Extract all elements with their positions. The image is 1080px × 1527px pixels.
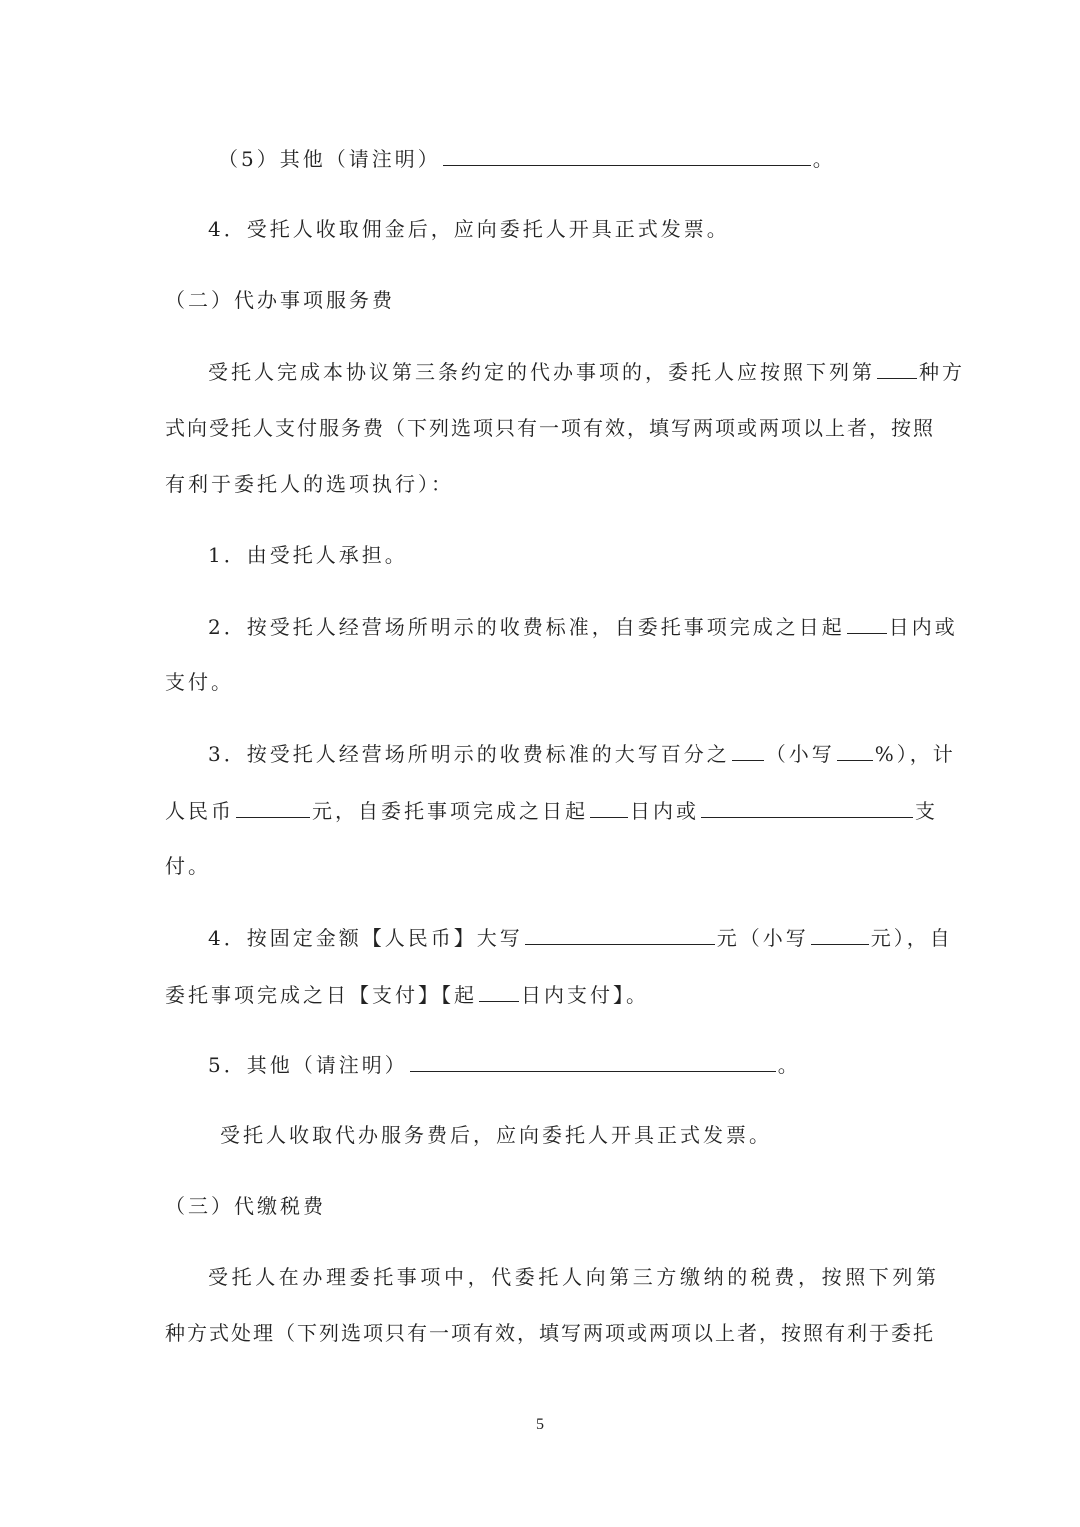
fill-blank[interactable] xyxy=(590,795,628,818)
fill-blank[interactable] xyxy=(525,922,715,945)
option-4-line-1: 4．按固定金额【人民币】大写 元（小写 元），自 xyxy=(208,922,953,953)
fill-blank[interactable] xyxy=(811,922,869,945)
other-commission-line: （5）其他（请注明） 。 xyxy=(218,143,836,174)
option-4-line-2: 委托事项完成之日【支付】【起 日内支付】。 xyxy=(165,979,649,1010)
invoice-service-fee-line: 受托人收取代办服务费后，应向委托人开具正式发票。 xyxy=(220,1123,772,1147)
taxes-paragraph-line-1: 受托人在办理委托事项中，代委托人向第三方缴纳的税费，按照下列第 xyxy=(208,1265,940,1289)
invoice-commission-line: 4．受托人收取佣金后，应向委托人开具正式发票。 xyxy=(208,217,730,241)
option-3-line-3: 付。 xyxy=(165,854,211,878)
option-1-line: 1．由受托人承担。 xyxy=(208,543,408,567)
taxes-paragraph-line-2: 种方式处理（下列选项只有一项有效，填写两项或两项以上者，按照有利于委托 xyxy=(165,1321,935,1345)
service-fee-paragraph-line-1: 受托人完成本协议第三条约定的代办事项的，委托人应按照下列第 种方 xyxy=(208,356,965,387)
option-3-line-2: 人民币 元，自委托事项完成之日起 日内或 支 xyxy=(165,795,938,826)
fill-blank[interactable] xyxy=(479,979,519,1002)
fill-blank[interactable] xyxy=(877,356,917,379)
service-fee-paragraph-line-3: 有利于委托人的选项执行）： xyxy=(165,472,454,496)
option-2-line-1: 2．按受托人经营场所明示的收费标准，自委托事项完成之日起 日内或 xyxy=(208,611,958,642)
option-2-line-2: 支付。 xyxy=(165,670,234,694)
fill-blank[interactable] xyxy=(701,795,913,818)
option-3-line-1: 3．按受托人经营场所明示的收费标准的大写百分之 （小写 %），计 xyxy=(208,738,956,769)
fill-blank[interactable] xyxy=(837,738,873,761)
option-5-line: 5．其他（请注明） 。 xyxy=(208,1049,801,1080)
fill-blank[interactable] xyxy=(410,1049,776,1072)
fill-blank[interactable] xyxy=(236,795,310,818)
fill-blank[interactable] xyxy=(732,738,764,761)
section-heading-taxes: （三）代缴税费 xyxy=(165,1194,326,1218)
fill-blank[interactable] xyxy=(847,611,887,634)
fill-blank[interactable] xyxy=(443,143,811,166)
section-heading-service-fee: （二）代办事项服务费 xyxy=(165,288,395,312)
service-fee-paragraph-line-2: 式向受托人支付服务费（下列选项只有一项有效，填写两项或两项以上者，按照 xyxy=(165,416,935,440)
page-number: 5 xyxy=(536,1416,544,1433)
